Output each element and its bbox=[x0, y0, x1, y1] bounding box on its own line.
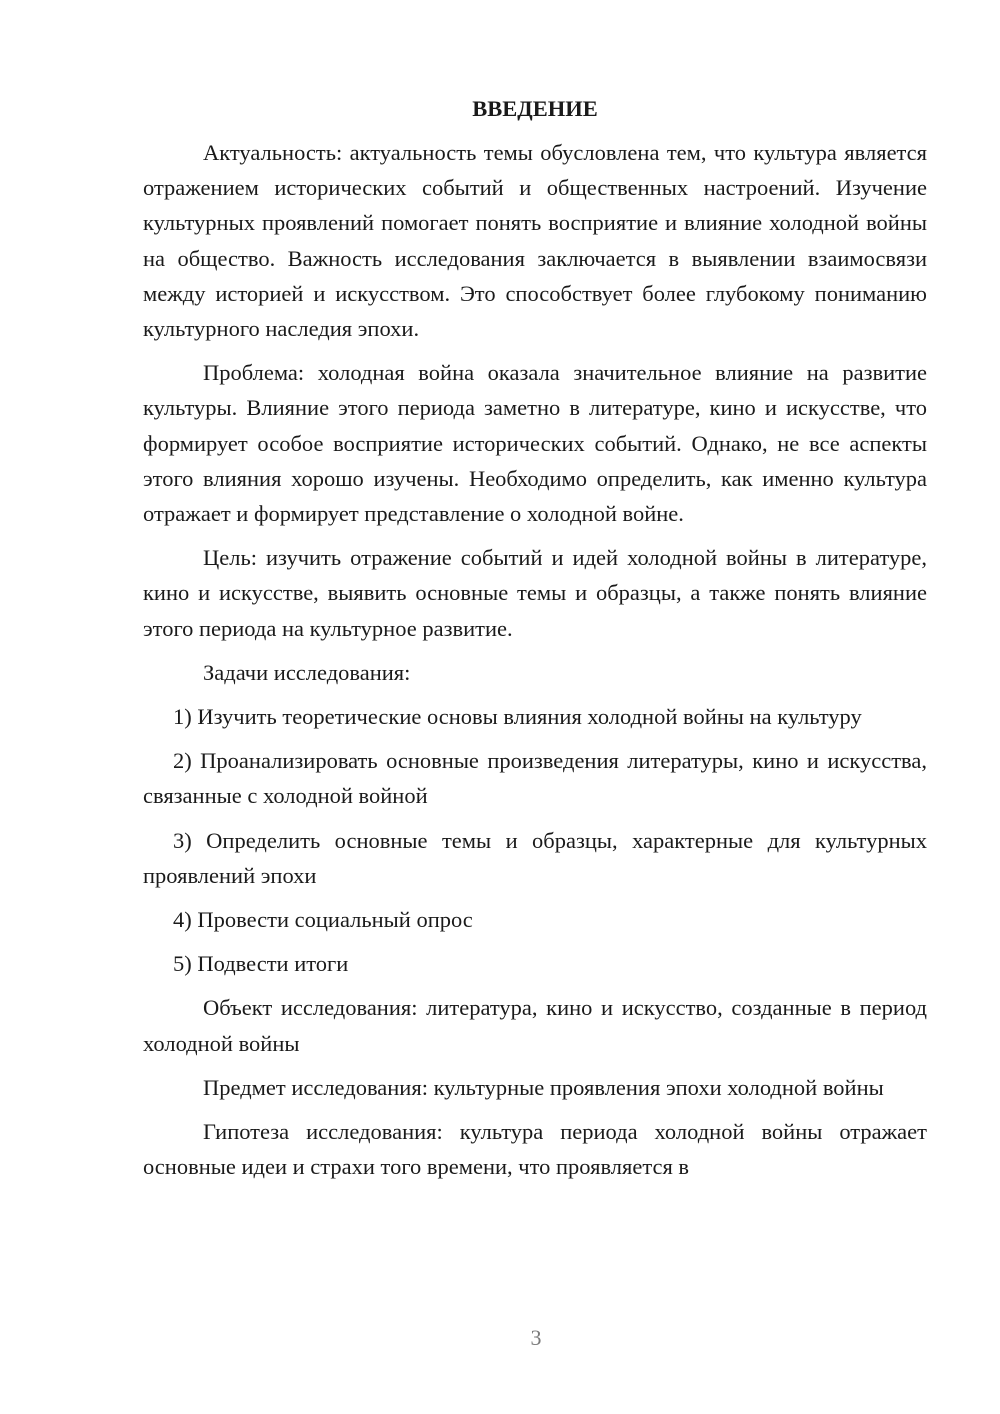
list-item: 4) Провести социальный опрос bbox=[173, 907, 473, 933]
paragraph-tasks-title: Задачи исследования: bbox=[203, 659, 411, 685]
paragraph-hypothesis: Гипотеза исследования: культура периода холодной войны отражает основные идеи и страхи того времени, что проявляется в bbox=[143, 1119, 927, 1180]
list-item: 2) Проанализировать основные произведения литературы, кино и искусства, связанные с холодной войной bbox=[143, 748, 927, 809]
paragraph-problem: Проблема: холодная война оказала значительное влияние на развитие культуры. Влияние этого периода заметно в литературе, кино и искусстве, что формирует особое восприятие исторических событий. Однако, не все аспекты этого влияния хорошо изучены. Необходимо определить, как именно культура отражает и формирует представление о холодной войне. bbox=[143, 360, 927, 527]
list-item: 3) Определить основные темы и образцы, характерные для культурных проявлений эпохи bbox=[143, 827, 927, 888]
paragraph-goal: Цель: изучить отражение событий и идей холодной войны в литературе, кино и искусстве, выявить основные темы и образцы, а также понять влияние этого периода на культурное развитие. bbox=[143, 545, 927, 641]
section-heading: ВВЕДЕНИЕ bbox=[472, 96, 598, 121]
page-content bbox=[143, 91, 927, 1193]
paragraph-relevance: Актуальность: актуальность темы обусловлена тем, что культура является отражением исторических событий и общественных настроений. Изучение культурных проявлений помогает понять восприятие и влияние холодной войны на общество. Важность исследования заключается в выявлении взаимосвязи между историей и искусством. Это способствует более глубокому пониманию культурного наследия эпохи. bbox=[143, 140, 927, 342]
paragraph-subject: Предмет исследования: культурные проявления эпохи холодной войны bbox=[203, 1074, 884, 1100]
tasks-list bbox=[143, 699, 927, 981]
page-number: 3 bbox=[530, 1325, 542, 1350]
list-item: 5) Подвести итоги bbox=[173, 951, 349, 977]
list-item: 1) Изучить теоретические основы влияния холодной войны на культуру bbox=[173, 704, 862, 730]
paragraph-object: Объект исследования: литература, кино и искусство, созданные в период холодной войны bbox=[143, 995, 927, 1056]
